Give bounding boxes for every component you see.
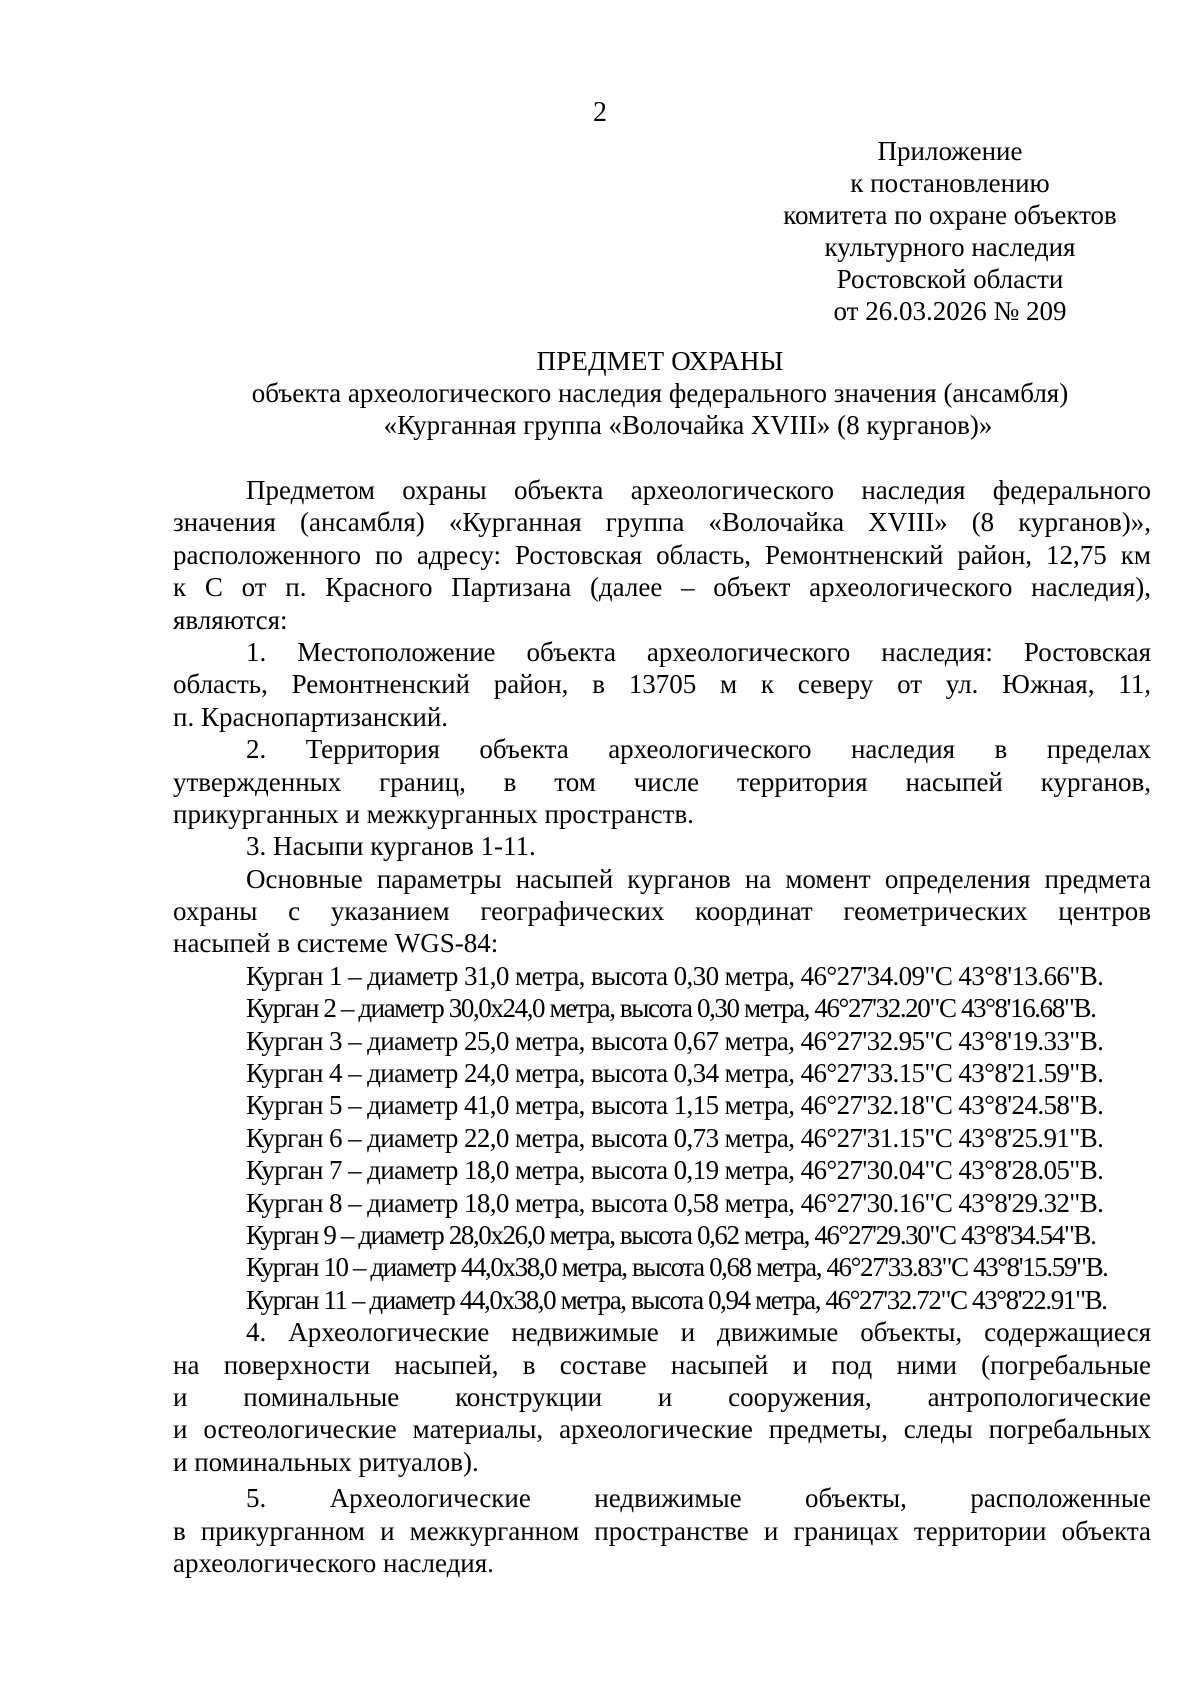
text-line: и поминальные конструкции и сооружения, антропологические	[173, 1381, 1151, 1412]
text-line: область, Ремонтненский район, в 13705 м к северу от ул. Южная, 11,	[173, 669, 1151, 700]
mound-entry: Курган 10 – диаметр 44,0х38,0 метра, высота 0,68 метра, 46°27'33.83"С 43°8'15.59"В.	[246, 1252, 1108, 1283]
appendix-date-number: от 26.03.2026 № 209	[833, 296, 1067, 326]
mound-entry: Курган 7 – диаметр 18,0 метра, высота 0,19 метра, 46°27'30.04"С 43°8'28.05"В.	[246, 1155, 1104, 1186]
mound-list	[173, 960, 1151, 1316]
appendix-header	[740, 135, 1160, 327]
text-line: на поверхности насыпей, в составе насыпей и под ними (погребальные	[173, 1349, 1151, 1380]
text-line: охраны с указанием географических координат геометрических центров	[173, 896, 1151, 927]
mound-entry: Курган 6 – диаметр 22,0 метра, высота 0,73 метра, 46°27'31.15"С 43°8'25.91"В.	[246, 1122, 1104, 1153]
text-line: расположенного по адресу: Ростовская область, Ремонтненский район, 12,75 км	[173, 539, 1151, 570]
text-line: прикурганных и межкурганных пространств.	[173, 798, 694, 829]
item-4-objects	[173, 1316, 1151, 1478]
mound-entry: Курган 11 – диаметр 44,0х38,0 метра, высота 0,94 метра, 46°27'32.72"С 43°8'22.91"В.	[246, 1284, 1107, 1315]
text-line: 1. Местоположение объекта археологического наследия: Ростовская	[246, 636, 1151, 667]
item-1-location	[173, 636, 1151, 733]
title-main: ПРЕДМЕТ ОХРАНЫ	[536, 346, 784, 376]
text-line: и остеологические материалы, археологические предметы, следы погребальных	[173, 1414, 1151, 1445]
text-line: утвержденных границ, в том числе территория насыпей курганов,	[173, 766, 1151, 797]
item-3-mounds: 3. Насыпи курганов 1-11.	[246, 831, 536, 862]
mound-entry: Курган 3 – диаметр 25,0 метра, высота 0,67 метра, 46°27'32.95"С 43°8'19.33"В.	[246, 1025, 1104, 1056]
text-line: 5. Археологические недвижимые объекты, расположенные	[246, 1483, 1151, 1514]
mound-entry: Курган 5 – диаметр 41,0 метра, высота 1,15 метра, 46°27'32.18"С 43°8'24.58"В.	[246, 1090, 1104, 1121]
appendix-line: Ростовской области	[836, 264, 1064, 294]
text-line: Предметом охраны объекта археологического наследия федерального	[246, 475, 1151, 505]
mound-entry: Курган 8 – диаметр 18,0 метра, высота 0,58 метра, 46°27'30.16"С 43°8'29.32"В.	[246, 1187, 1104, 1218]
item-5-immovable-objects	[173, 1482, 1151, 1579]
intro-paragraph	[173, 474, 1151, 636]
item-2-territory	[173, 733, 1151, 830]
document-body	[173, 474, 1151, 1579]
text-line: 4. Археологические недвижимые и движимые объекты, содержащиеся	[246, 1317, 1151, 1348]
text-line: Основные параметры насыпей курганов на момент определения предмета	[246, 863, 1151, 894]
text-line: являются:	[173, 604, 288, 635]
page-number: 2	[593, 97, 607, 128]
title-subtitle-line2: «Курганная группа «Волочайка XVIII» (8 курганов)»	[383, 410, 993, 440]
mound-entry: Курган 9 – диаметр 28,0х26,0 метра, высота 0,62 метра, 46°27'29.30"С 43°8'34.54"В.	[246, 1219, 1096, 1250]
mound-parameters-intro	[173, 863, 1151, 960]
appendix-line: культурного наследия	[824, 232, 1076, 262]
mound-entry: Курган 1 – диаметр 31,0 метра, высота 0,30 метра, 46°27'34.09"С 43°8'13.66"В.	[246, 960, 1104, 991]
appendix-line: Приложение	[877, 136, 1023, 166]
text-line: п. Краснопартизанский.	[173, 701, 449, 732]
text-line: к С от п. Красного Партизана (далее – объект археологического наследия),	[173, 572, 1151, 603]
mound-entry: Курган 4 – диаметр 24,0 метра, высота 0,34 метра, 46°27'33.15"С 43°8'21.59"В.	[246, 1058, 1104, 1089]
appendix-line: к постановлению	[850, 168, 1050, 198]
appendix-line: комитета по охране объектов	[783, 200, 1117, 230]
text-line: 2. Территория объекта археологического наследия в пределах	[246, 734, 1151, 765]
text-line: насыпей в системе WGS-84:	[173, 928, 499, 959]
text-line: и поминальных ритуалов).	[173, 1446, 479, 1477]
text-line: археологического наследия.	[173, 1547, 494, 1578]
title-subtitle-line1: объекта археологического наследия федерального значения (ансамбля)	[251, 378, 1069, 408]
text-line: значения (ансамбля) «Курганная группа «Волочайка XVIII» (8 курганов)»,	[173, 507, 1151, 538]
document-title	[150, 345, 1170, 441]
text-line: в прикурганном и межкурганном пространстве и границах территории объекта	[173, 1515, 1151, 1546]
mound-entry: Курган 2 – диаметр 30,0х24,0 метра, высота 0,30 метра, 46°27'32.20"С 43°8'16.68"В.	[246, 993, 1096, 1024]
